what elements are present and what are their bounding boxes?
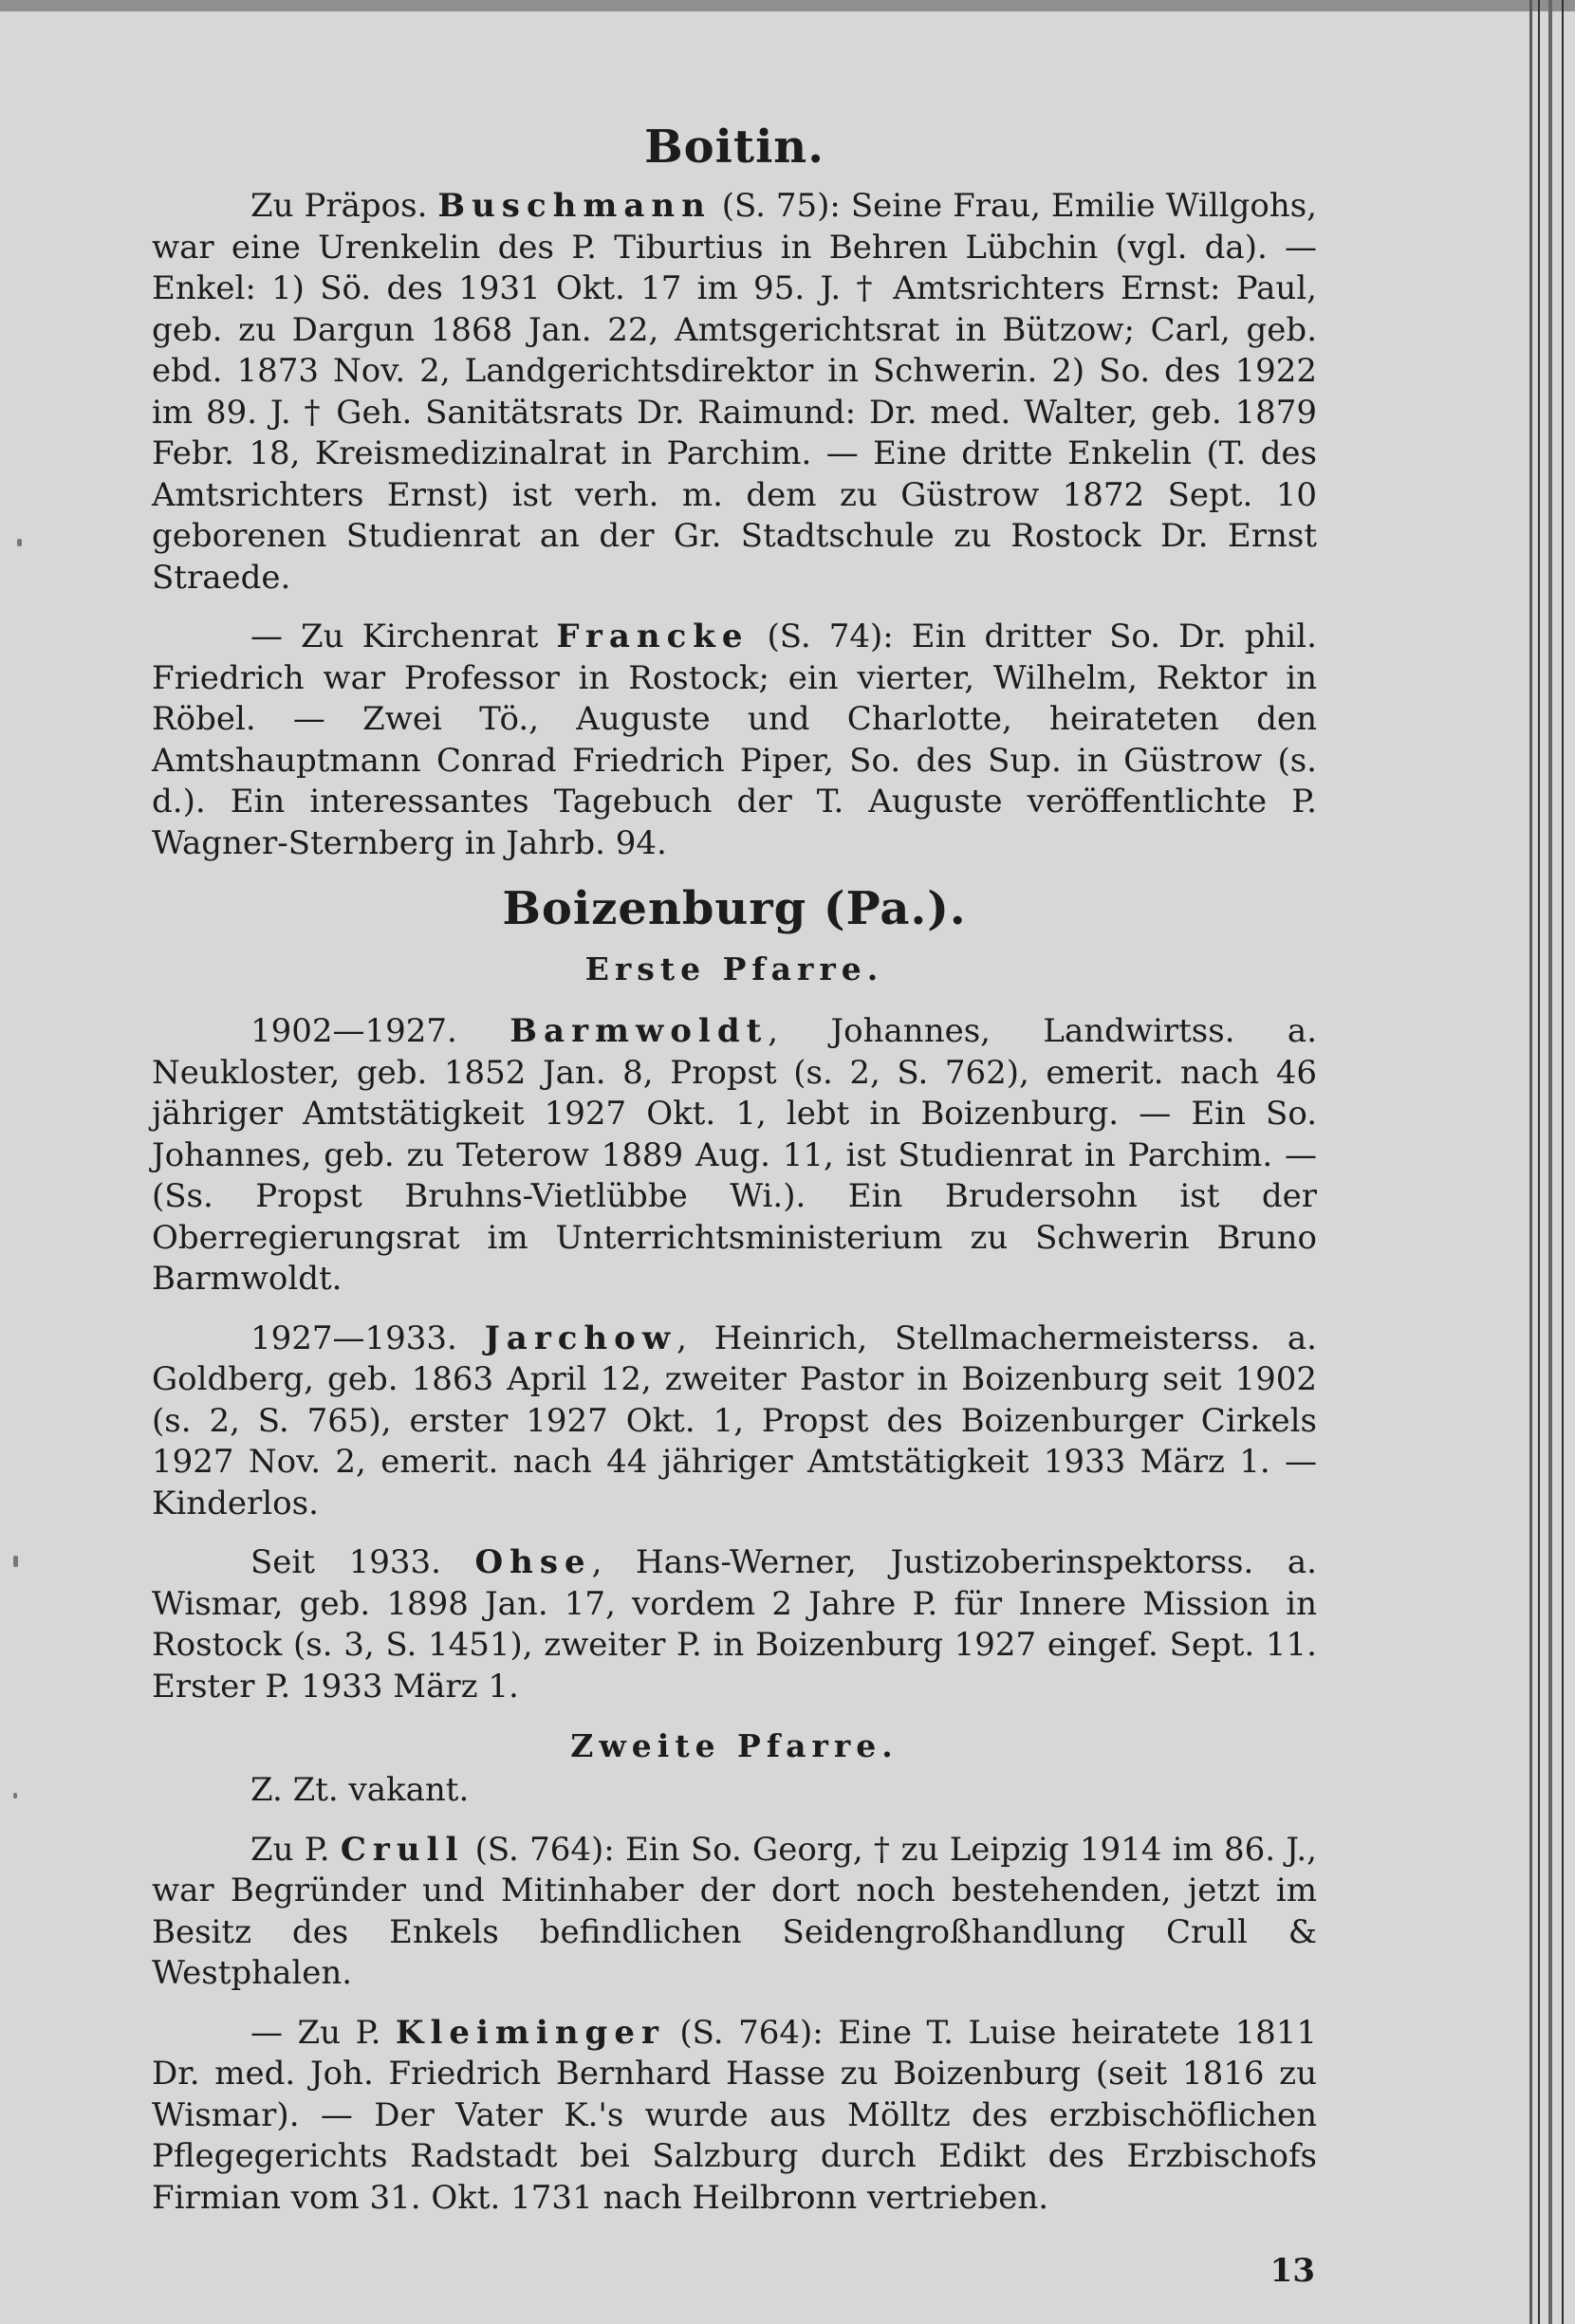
paragraph-text: , Johannes, Landwirtss. a. Neukloster, geb. 1852 Jan. 8, Propst (s. 2, S. 762), emerit. nach 46 jähriger Amtstätigkeit 1927 Okt. 1, lebt in Boizenburg. — Ein So. Johannes, geb. zu Teterow 1889 Aug. 11, ist Studienrat in Parchim. — (Ss. Propst Bruhns-Vietlübbe Wi.). Ein Brudersohn ist der Oberregierungsrat im Unterrichtsministerium zu Schwerin Bruno Barmwoldt. xyxy=(152,1012,1318,1298)
paragraph-kleiminger xyxy=(152,2013,1317,2220)
paragraph-buschmann xyxy=(152,186,1317,599)
scan-top-edge xyxy=(0,0,1575,11)
binding-line xyxy=(1548,0,1552,2324)
paragraph-text: — Zu Kirchenrat xyxy=(250,618,557,655)
binding-line xyxy=(1538,0,1540,2324)
paragraph-barmwoldt xyxy=(152,1011,1317,1300)
binding-line xyxy=(1562,0,1564,2324)
paragraph-francke xyxy=(152,617,1317,864)
paragraph-text: , Heinrich, Stellmachermeisterss. a. Goldberg, geb. 1863 April 12, zweiter Pastor in Boizenburg seit 1902 (s. 2, S. 765), erster 1927 Okt. 1, Propst des Boizenburger Cirkels 1927 Nov. 2, emerit. nach 44 jähriger Amtstätigkeit 1933 März 1. — Kinderlos. xyxy=(152,1319,1317,1522)
paragraph-text: (S. 764): Eine T. Luise heiratete 1811 Dr. med. Joh. Friedrich Bernhard Hasse zu Boizenburg (seit 1816 zu Wismar). — Der Vater K.'s wurde aus Mölltz des erzbischöflichen Pflegegerichts Radstadt bei Salzburg durch Edikt des Erzbischofs Firmian vom 31. Okt. 1731 nach Heilbronn vertrieben. xyxy=(152,2013,1317,2217)
subsection-title-zweite-pfarre: Zweite Pfarre. xyxy=(570,1727,899,1764)
pastor-name: Jarchow xyxy=(484,1319,677,1357)
section-title-boizenburg: Boizenburg (Pa.). xyxy=(502,882,967,935)
page-number: 13 xyxy=(1269,2252,1315,2290)
paragraph-text: Seit 1933. xyxy=(250,1543,475,1581)
paragraph-text: 1927—1933. xyxy=(250,1319,485,1357)
paragraph-crull xyxy=(152,1830,1317,1995)
document-page xyxy=(152,114,1317,2219)
paragraph-text: (S. 764): Ein So. Georg, † zu Leipzig 1914 im 86. J., war Begründer und Mitinhaber der dort noch bestehenden, jetzt im Besitz des Enkels befindlichen Seidengroßhandlung Crull & Westphalen. xyxy=(152,1830,1317,1992)
scan-speck xyxy=(13,1793,17,1798)
subsection-title-erste-pfarre: Erste Pfarre. xyxy=(584,950,884,987)
scan-speck xyxy=(13,1556,18,1567)
section-boizenburg xyxy=(152,876,1317,2219)
paragraph-text: , Hans-Werner, Justizoberinspektorss. a. Wismar, geb. 1898 Jan. 17, vordem 2 Jahre P. für Innere Mission in Rostock (s. 3, S. 1451), zweiter P. in Boizenburg 1927 eingef. Sept. 11. Erster P. 1933 März 1. xyxy=(152,1543,1317,1706)
pastor-name: Buschmann xyxy=(437,187,712,225)
paragraph-text: Zu P. xyxy=(250,1830,341,1869)
binding-line xyxy=(1529,0,1532,2324)
paragraph-ohse xyxy=(152,1542,1317,1707)
vakant-note: Z. Zt. vakant. xyxy=(250,1771,470,1809)
pastor-name: Crull xyxy=(340,1830,465,1869)
section-boitin xyxy=(152,114,1317,864)
section-title-boitin: Boitin. xyxy=(644,120,825,174)
paragraph-text: (S. 74): Ein dritter So. Dr. phil. Friedrich war Professor in Rostock; ein vierter, Wilhelm, Rektor in Röbel. — Zwei Tö., Auguste und Charlotte, heirateten den Amtshauptmann Conrad Friedrich Piper, So. des Sup. in Güstrow (s. d.). Ein interessantes Tagebuch der T. Auguste veröffentlichte P. Wagner-Sternberg in Jahrb. 94. xyxy=(152,618,1317,862)
pastor-name: Barmwoldt xyxy=(510,1012,769,1050)
paragraph-text: Zu Präpos. xyxy=(250,187,438,225)
scan-speck xyxy=(17,539,22,546)
pastor-name: Ohse xyxy=(474,1543,592,1581)
paragraph-text: — Zu P. xyxy=(250,2013,396,2052)
paragraph-text: (S. 75): Seine Frau, Emilie Willgohs, war eine Urenkelin des P. Tiburtius in Behren Lübchin (vgl. da). — Enkel: 1) Sö. des 1931 Okt. 17 im 95. J. † Amtsrichters Ernst: Paul, geb. zu Dargun 1868 Jan. 22, Amtsgerichtsrat in Bützow; Carl, geb. ebd. 1873 Nov. 2, Landgerichtsdirektor in Schwerin. 2) So. des 1922 im 89. J. † Geh. Sanitätsrats Dr. Raimund: Dr. med. Walter, geb. 1879 Febr. 18, Kreismedizinalrat in Parchim. — Eine dritte Enkelin (T. des Amtsrichters Ernst) ist verh. m. dem zu Güstrow 1872 Sept. 10 geborenen Studienrat an der Gr. Stadtschule zu Rostock Dr. Ernst Straede. xyxy=(152,187,1317,597)
paragraph-text: 1902—1927. xyxy=(250,1012,510,1050)
paragraph-jarchow xyxy=(152,1319,1317,1525)
pastor-name: Francke xyxy=(556,618,750,655)
pastor-name: Kleiminger xyxy=(395,2013,665,2052)
